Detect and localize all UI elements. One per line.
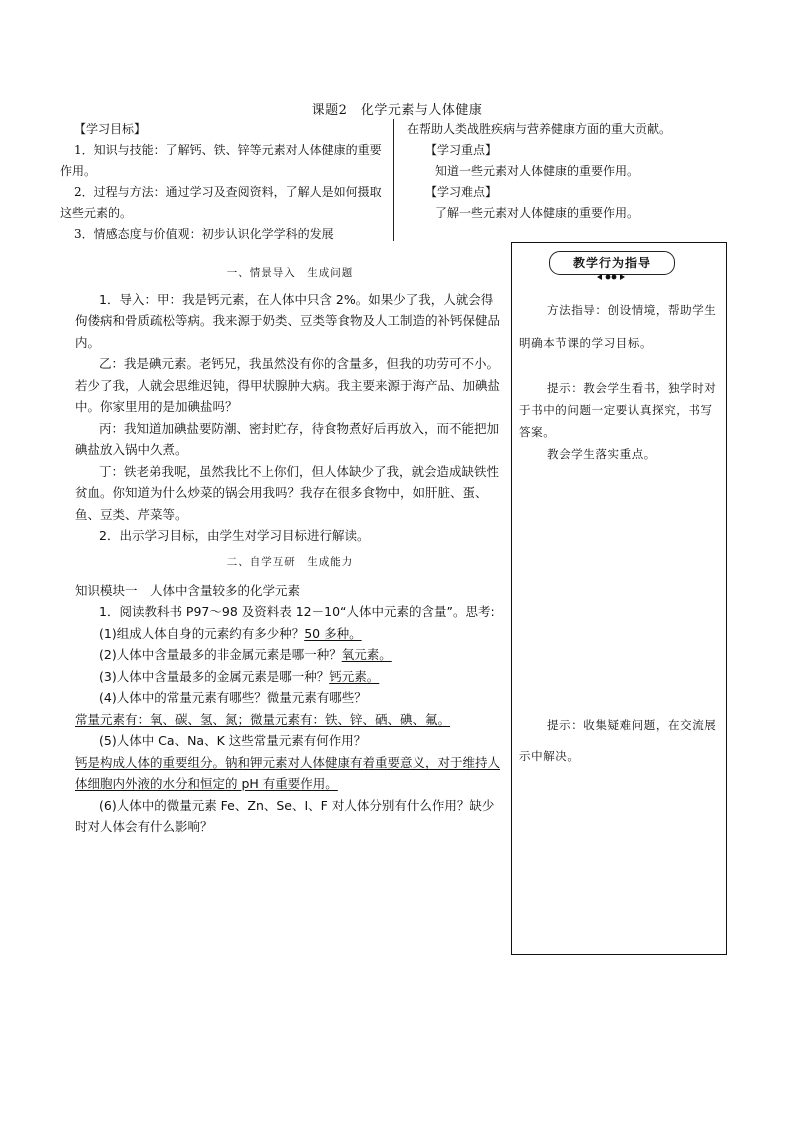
intro-paragraph-2: 乙：我是碘元素。老钙兄，我虽然没有你的含量多，但我的功劳可不小。若少了我，人就会思维迟钝，得甲状腺肿大病。我主要来源于海产品、加碘盐中。你家里用的是加碘盐吗？ xyxy=(75,356,501,414)
question-5: (5)人体中 Ca、Na、K 这些常量元素有何作用？ xyxy=(99,733,367,748)
objectives-left xyxy=(60,119,382,245)
sidebar-note-1-text: 方法指导：创设情境，帮助学生明确本节课的学习目标。 xyxy=(519,303,717,350)
intro-paragraph-5: 2．出示学习目标，由学生对学习目标进行解读。 xyxy=(99,528,370,543)
sidebar-note-2 xyxy=(519,377,719,465)
objective-item-3: 3．情感态度与价值观：初步认识化学学科的发展 xyxy=(74,227,334,241)
column-divider xyxy=(393,119,394,241)
objectives-right xyxy=(407,119,727,224)
intro-paragraph-1: 1．导入：甲：我是钙元素，在人体中只含 2%。如果少了我，人就会得佝偻病和骨质疏松等病。我来源于奶类、豆类等食物及人工制造的补钙保健品内。 xyxy=(75,291,501,350)
question-1 xyxy=(75,623,505,645)
difficulty-heading: 【学习难点】 xyxy=(425,185,498,199)
intro-paragraph-3: 丙：我知道加碘盐要防潮、密封贮存，待食物煮好后再放入，而不能把加碘盐放入锅中久煮。 xyxy=(75,420,500,457)
teaching-guidance-badge: 教学行为指导 xyxy=(549,251,675,275)
objective-item-1: 1．知识与技能：了解钙、铁、锌等元素对人体健康的重要作用。 xyxy=(60,143,382,178)
section-self-study xyxy=(75,552,505,838)
sidebar-note-2-text: 提示：教会学生看书，独学时对于书中的问题一定要认真探究，书写答案。 xyxy=(519,381,717,439)
sidebar-note-3-text: 教会学生落实重点。 xyxy=(547,447,656,461)
question-6: (6)人体中的微量元素 Fe、Zn、Se、I、F 对人体分别有什么作用？缺少时对人体会有什么影响？ xyxy=(75,797,495,834)
question-1-text: (1)组成人体自身的元素约有多少种？ xyxy=(99,625,305,641)
answer-4: 常量元素有：氧、碳、氢、氮；微量元素有：铁、锌、硒、碘、氟。 xyxy=(75,711,451,727)
knowledge-module-title: 知识模块一 人体中含量较多的化学元素 xyxy=(75,582,301,598)
question-3 xyxy=(75,666,505,688)
question-4: (4)人体中的常量元素有哪些？微量元素有哪些？ xyxy=(99,690,367,705)
answer-1: 50 多种。 xyxy=(304,625,362,641)
section-intro xyxy=(75,263,505,547)
key-points-heading: 【学习重点】 xyxy=(425,143,498,157)
section-heading-2: 二、自学互研 生成能力 xyxy=(226,556,354,568)
key-points-text: 知道一些元素对人体健康的重要作用。 xyxy=(435,164,640,178)
answer-5: 钙是构成人体的重要组分。钠和钾元素对人体健康有着重要意义，对于维持人体细胞内外液的水分和恒定的 pH 有重要作用。 xyxy=(75,754,501,791)
sidebar-note-1 xyxy=(519,294,719,360)
question-3-text: (3)人体中含量最多的金属元素是哪一种？ xyxy=(99,668,330,684)
question-2 xyxy=(75,644,505,666)
answer-2: 氧元素。 xyxy=(341,647,392,662)
objective-item-2: 2．过程与方法：通过学习及查阅资料，了解人是如何摄取这些元素的。 xyxy=(60,185,382,220)
ornament-icon xyxy=(597,273,625,281)
section-heading-1: 一、情景导入 生成问题 xyxy=(226,267,354,279)
sidebar-note-4 xyxy=(519,710,719,772)
sidebar-note-4-text: 提示：收集疑难问题，在交流展示中解决。 xyxy=(519,718,717,763)
answer-3: 钙元素。 xyxy=(329,668,380,684)
page-title: 课题2 化学元素与人体健康 xyxy=(311,103,483,118)
intro-paragraph-4: 丁：铁老弟我呢，虽然我比不上你们，但人体缺少了我，就会造成缺铁性贫血。你知道为什么炒菜的锅会用我吗？我存在很多食物中，如肝脏、蛋、鱼、豆类、芹菜等。 xyxy=(75,463,500,522)
question-2-text: (2)人体中含量最多的非金属元素是哪一种？ xyxy=(99,647,342,662)
difficulty-text: 了解一些元素对人体健康的重要作用。 xyxy=(435,206,640,220)
objectives-continuation: 在帮助人类战胜疾病与营养健康方面的重大贡献。 xyxy=(407,122,672,136)
reading-instruction: 1．阅读教科书 P97～98 及资料表 12－10“人体中元素的含量”。思考: xyxy=(99,604,495,619)
objectives-heading: 【学习目标】 xyxy=(74,122,147,136)
